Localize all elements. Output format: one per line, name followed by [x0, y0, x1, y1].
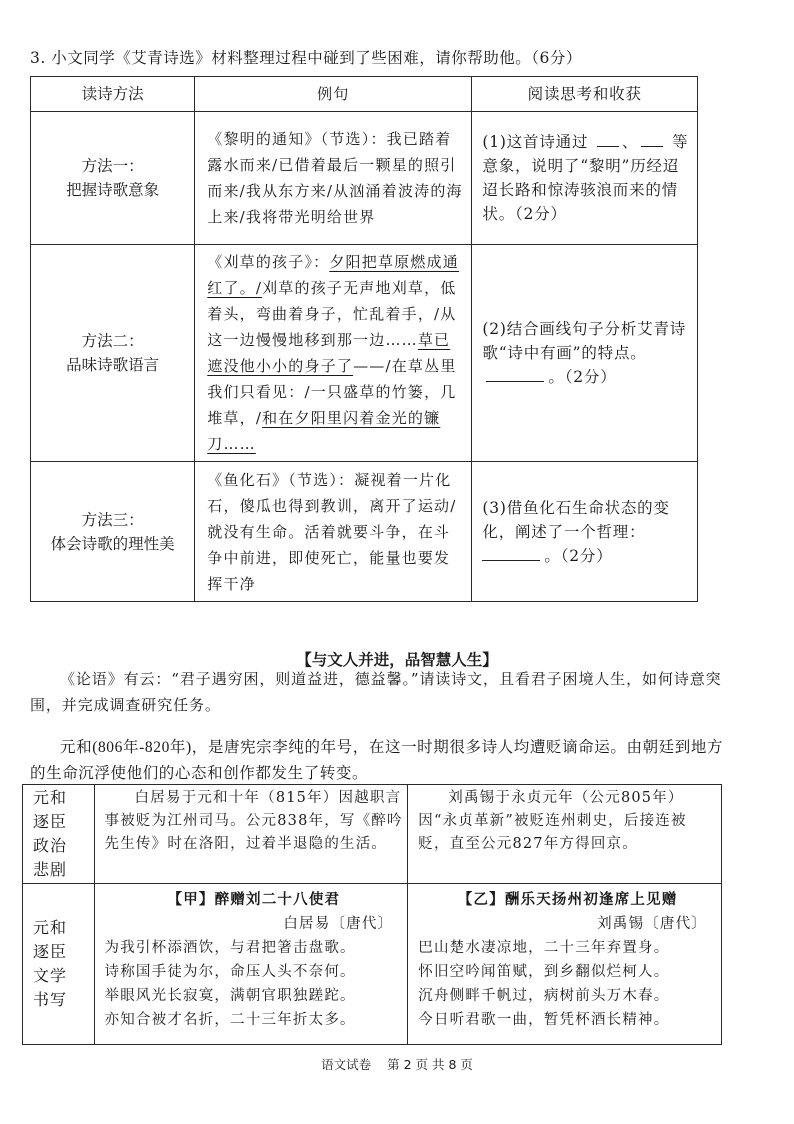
poem-line: 今日听君歌一曲，暂凭杯酒长精神。 — [418, 1012, 670, 1028]
question-text: 小文同学《艾青诗选》材料整理过程中碰到了些困难，请你帮助他。（6分） — [51, 49, 582, 67]
example-cell — [195, 245, 472, 462]
task-text: 。（2分） — [548, 368, 617, 386]
table-row — [31, 112, 698, 245]
page-footer — [0, 1055, 794, 1073]
task-cell — [472, 112, 698, 245]
table-header-row — [31, 77, 698, 112]
intro-paragraph: 《论语》有云：“君子遇穷困，则道益进，德益馨。”请读诗文，且看君子困境人生，如何诗意突围，并完成调查研究任务。 — [30, 670, 722, 714]
poem-jia — [94, 884, 408, 1045]
label-line: 文学 — [33, 968, 68, 985]
example-cell: 《黎明的通知》（节选）：我已踏着露水而来/已借着最后一颗星的照引而来/我从东方来/从汹涌着波涛的海上来/我将带光明给世界 — [195, 112, 472, 245]
question-title — [30, 46, 582, 68]
liu-yuxi-bio: 刘禹锡于永贞元年（公元805年）因“永贞革新”被贬连州刺史，后接连被贬，直至公元827年方得回京。 — [408, 785, 722, 884]
task-text: (2)结合画线句子分析艾青诗歌“诗中有画”的特点。 — [482, 320, 687, 362]
task-text: (3)借鱼化石生命状态的变化，阐述了一个哲理： — [482, 498, 670, 541]
method-cell — [31, 462, 195, 602]
answer-blank[interactable] — [486, 367, 544, 382]
method-label: 方法一： — [81, 157, 144, 175]
poem-yi — [408, 884, 722, 1045]
poem-line: 怀旧空吟闻笛赋，到乡翻似烂柯人。 — [418, 964, 670, 980]
row-label — [23, 785, 95, 884]
table-row — [23, 785, 722, 884]
label-line: 元和 — [33, 790, 68, 807]
task-text: 等意象，说明了“黎明”历经迢迢长路和惊涛骇浪而来的情状。（2分） — [482, 133, 689, 223]
underlined-text: 夕阳把草原燃成通红了。/ — [207, 253, 459, 297]
task-cell — [472, 462, 698, 602]
label-line: 悲剧 — [33, 862, 68, 879]
poem-title: 【乙】酬乐天扬州初逢席上见赠 — [457, 891, 678, 908]
method-cell — [31, 245, 195, 462]
table-row — [23, 884, 722, 1045]
header-example: 例句 — [195, 77, 472, 112]
task-cell — [472, 245, 698, 462]
question-number: 3. — [30, 49, 46, 67]
separator: 、 — [622, 133, 639, 151]
row-label — [23, 884, 95, 1045]
method-name: 体会诗歌的理性美 — [50, 534, 175, 553]
section-heading: 【与文人并进，品智慧人生】 — [296, 651, 498, 669]
example-text: 《刈草的孩子》： — [207, 253, 330, 271]
answer-blank-2[interactable] — [641, 132, 663, 147]
method-label: 方法三： — [81, 510, 144, 529]
underlined-text: 和在夕阳里闪着金光的镰刀…… — [207, 409, 441, 453]
method-cell — [31, 112, 195, 245]
header-reflection: 阅读思考和收获 — [472, 77, 698, 112]
background-paragraph: 元和(806年-820年)，是唐宪宗李纯的年号，在这一时期很多诗人均遭贬谪命运。由朝廷到地方的生命沉浮使他们的心态和创作都发生了转变。 — [30, 739, 724, 782]
poem-title: 【甲】醉赠刘二十八使君 — [167, 891, 341, 908]
poem-line: 为我引杯添酒饮，与君把箸击盘歌。 — [104, 940, 356, 956]
poem-line: 沉舟侧畔千帆过，病树前头万木春。 — [418, 988, 670, 1004]
task-text: (1)这首诗通过 — [482, 133, 589, 151]
label-line: 逐臣 — [33, 944, 68, 961]
poem-author: 刘禹锡〔唐代〕 — [597, 916, 707, 932]
method-name: 把握诗歌意象 — [66, 181, 160, 199]
reading-methods-table — [30, 76, 698, 602]
label-line: 逐臣 — [33, 814, 68, 831]
poem-line: 亦知合被才名折，二十三年折太多。 — [104, 1012, 356, 1028]
subject-label: 语文试卷 — [321, 1057, 372, 1072]
table-row — [31, 245, 698, 462]
poem-author: 白居易〔唐代〕 — [283, 916, 394, 932]
page-number: 第 2 页 共 8 页 — [387, 1057, 473, 1072]
header-method: 读诗方法 — [31, 77, 195, 112]
poem-line: 诗称国手徒为尔，命压人头不奈何。 — [104, 964, 356, 980]
method-label: 方法二： — [81, 332, 144, 350]
bai-juyi-bio: 白居易于元和十年（815年）因越职言事被贬为江州司马。公元838年，写《醉吟先生传》时在洛阳，过着半退隐的生活。 — [94, 785, 408, 884]
poets-table — [22, 784, 722, 1045]
example-text: ——/在草丛里我们只看见：/一只盛草的竹篓，几堆草，/ — [207, 357, 457, 427]
task-text: 。（2分） — [544, 546, 613, 565]
label-line: 政治 — [33, 838, 68, 855]
answer-blank-1[interactable] — [597, 132, 619, 147]
poem-line: 巴山楚水凄凉地，二十三年弃置身。 — [418, 940, 670, 956]
table-row — [31, 462, 698, 602]
example-cell: 《鱼化石》（节选）：凝视着一片化石，傻瓜也得到教训，离开了运动/就没有生命。活着就要斗争，在斗争中前进，即使死亡，能量也要发挥干净 — [195, 462, 472, 602]
method-name: 品味诗歌语言 — [66, 356, 160, 374]
label-line: 书写 — [33, 992, 68, 1009]
underlined-text: 草已遮没他小小的身子了 — [207, 331, 451, 375]
poem-line: 举眼风光长寂寞，满朝官职独蹉跎。 — [104, 988, 356, 1004]
example-text: 刈草的孩子无声地刈草，低着头，弯曲着身子，忙乱着手，/从这一边慢慢地移到那一边…… — [207, 279, 457, 349]
label-line: 元和 — [33, 920, 68, 937]
answer-blank[interactable] — [482, 546, 540, 561]
